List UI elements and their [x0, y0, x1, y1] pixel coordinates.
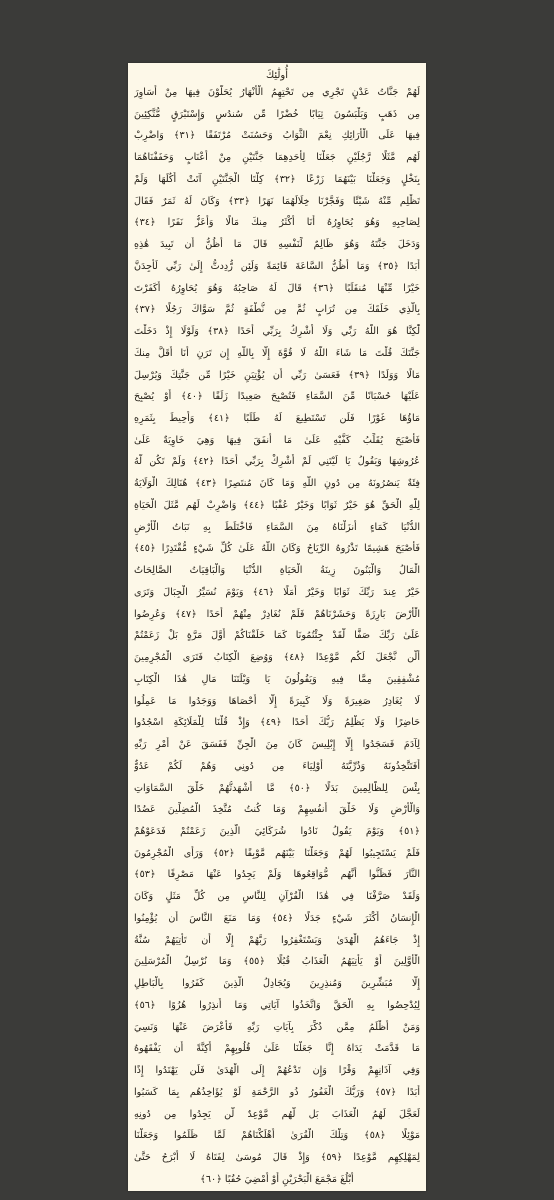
verse-line: مُشْفِقِينَ مِمَّا فِيهِ وَيَقُولُونَ يَا وَيْلَتَنَا مَالِ هَٰذَا الْكِتَابِ: [134, 673, 420, 685]
verse-line: وَلَقَدْ صَرَّفْنَا فِي هَٰذَا الْقُرْآنِ لِلنَّاسِ مِن كُلِّ مَثَلٍ وَكَانَ: [134, 891, 420, 903]
verse-line: لَا يُغَادِرُ صَغِيرَةً وَلَا كَبِيرَةً إِلَّا أَحْصَاهَا وَوَجَدُوا مَا عَمِلُوا: [134, 695, 420, 707]
verse-line: مَالًا وَوَلَدًا ﴿٣٩﴾ فَعَسَىٰ رَبِّي أَن يُؤْتِيَنِ خَيْرًا مِّن جَنَّتِكَ وَيُرْسِلَ: [134, 369, 420, 381]
verse-line: إِلَّا مُبَشِّرِينَ وَمُنذِرِينَ وَيُجَادِلُ الَّذِينَ كَفَرُوا بِالْبَاطِلِ: [134, 978, 420, 990]
verse-line: عُرُوشِهَا وَيَقُولُ يَا لَيْتَنِي لَمْ أُشْرِكْ بِرَبِّي أَحَدًا ﴿٤٢﴾ وَلَمْ تَكُن لَّهُ: [134, 456, 420, 468]
verse-line: لِيُدْحِضُوا بِهِ الْحَقَّ وَاتَّخَذُوا آيَاتِي وَمَا أُنذِرُوا هُزُوًا ﴿٥٦﴾: [134, 999, 420, 1011]
verse-line: وَدَخَلَ جَنَّتَهُ وَهُوَ ظَالِمٌ لِّنَفْسِهِ قَالَ مَا أَظُنُّ أَن تَبِيدَ هَٰذِهِ: [134, 239, 420, 251]
verse-line: بِالَّذِي خَلَقَكَ مِن تُرَابٍ ثُمَّ مِن نُّطْفَةٍ ثُمَّ سَوَّاكَ رَجُلًا ﴿٣٧﴾: [134, 304, 420, 316]
verse-line: لِمَهْلِكِهِم مَّوْعِدًا ﴿٥٩﴾ وَإِذْ قَالَ مُوسَىٰ لِفَتَاهُ لَا أَبْرَحُ حَتَّىٰ: [134, 1151, 420, 1163]
verse-line: وَمَنْ أَظْلَمُ مِمَّن ذُكِّرَ بِآيَاتِ رَبِّهِ فَأَعْرَضَ عَنْهَا وَنَسِيَ: [134, 1021, 420, 1033]
verse-line: لِلَّهِ الْحَقِّ هُوَ خَيْرٌ ثَوَابًا وَخَيْرٌ عُقْبًا ﴿٤٤﴾ وَاضْرِبْ لَهُم مَّثَلَ الْحَيَاةِ: [134, 499, 420, 511]
verse-line: لِصَاحِبِهِ وَهُوَ يُحَاوِرُهُ أَنَا أَكْثَرُ مِنكَ مَالًا وَأَعَزُّ نَفَرًا ﴿٣٤﴾: [134, 217, 420, 229]
verse-line: بِنَخْلٍ وَجَعَلْنَا بَيْنَهُمَا زَرْعًا ﴿٣٢﴾ كِلْتَا الْجَنَّتَيْنِ آتَتْ أُكُلَهَا وَلَمْ: [134, 173, 420, 185]
verse-line: تَظْلِم مِّنْهُ شَيْئًا وَفَجَّرْنَا خِلَالَهُمَا نَهَرًا ﴿٣٣﴾ وَكَانَ لَهُ ثَمَرٌ فَقَالَ: [134, 195, 420, 207]
verse-line: فِئَةٌ يَنصُرُونَهُ مِن دُونِ اللَّهِ وَمَا كَانَ مُنتَصِرًا ﴿٤٣﴾ هُنَالِكَ الْوَلَايَةُ: [134, 478, 420, 490]
verse-line: فَأَصْبَحَ هَشِيمًا تَذْرُوهُ الرِّيَاحُ وَكَانَ اللَّهُ عَلَىٰ كُلِّ شَيْءٍ مُّقْتَدِرًا ﴿٤٥﴾: [134, 543, 420, 555]
verse-line: فِيهَا عَلَى الْأَرَائِكِ نِعْمَ الثَّوَابُ وَحَسُنَتْ مُرْتَفَقًا ﴿٣١﴾ وَاضْرِبْ: [134, 130, 420, 142]
verse-line: الدُّنْيَا كَمَاءٍ أَنزَلْنَاهُ مِنَ السَّمَاءِ فَاخْتَلَطَ بِهِ نَبَاتُ الْأَرْضِ: [134, 521, 420, 533]
verse-line: مَا قَدَّمَتْ يَدَاهُ إِنَّا جَعَلْنَا عَلَىٰ قُلُوبِهِمْ أَكِنَّةً أَن يَفْقَهُوهُ: [134, 1043, 420, 1055]
verse-line: بِئْسَ لِلظَّالِمِينَ بَدَلًا ﴿٥٠﴾ مَّا أَشْهَدتُّهُمْ خَلْقَ السَّمَاوَاتِ: [134, 782, 420, 794]
verse-line: مَوْئِلًا ﴿٥٨﴾ وَتِلْكَ الْقُرَىٰ أَهْلَكْنَاهُمْ لَمَّا ظَلَمُوا وَجَعَلْنَا: [134, 1130, 420, 1142]
verse-line: أَلَّن نَّجْعَلَ لَكُم مَّوْعِدًا ﴿٤٨﴾ وَوُضِعَ الْكِتَابُ فَتَرَى الْمُجْرِمِينَ: [134, 652, 420, 664]
verse-line: وَفِي آذَانِهِمْ وَقْرًا وَإِن تَدْعُهُمْ إِلَى الْهُدَىٰ فَلَن يَهْتَدُوا إِذًا: [134, 1065, 420, 1077]
verse-lines: [134, 85, 420, 1187]
verse-line: وَالْأَرْضِ وَلَا خَلْقَ أَنفُسِهِمْ وَمَا كُنتُ مُتَّخِذَ الْمُضِلِّينَ عَضُدًا: [134, 804, 420, 816]
verse-line: مَاؤُهَا غَوْرًا فَلَن تَسْتَطِيعَ لَهُ طَلَبًا ﴿٤١﴾ وَأُحِيطَ بِثَمَرِهِ: [134, 413, 420, 425]
verse-line: الْإِنسَانُ أَكْثَرَ شَيْءٍ جَدَلًا ﴿٥٤﴾ وَمَا مَنَعَ النَّاسَ أَن يُؤْمِنُوا: [134, 912, 420, 924]
verse-line: الْمَالُ وَالْبَنُونَ زِينَةُ الْحَيَاةِ الدُّنْيَا وَالْبَاقِيَاتُ الصَّالِحَاتُ: [134, 565, 420, 577]
verse-line: أَبَدًا ﴿٣٥﴾ وَمَا أَظُنُّ السَّاعَةَ قَائِمَةً وَلَئِن رُّدِدتُّ إِلَىٰ رَبِّي لَأَجِدَنَّ: [134, 260, 420, 272]
verse-line: مِن ذَهَبٍ وَيَلْبَسُونَ ثِيَابًا خُضْرًا مِّن سُندُسٍ وَإِسْتَبْرَقٍ مُّتَّكِئِينَ: [134, 108, 420, 120]
verse-line: لَهُم مَّثَلًا رَّجُلَيْنِ جَعَلْنَا لِأَحَدِهِمَا جَنَّتَيْنِ مِنْ أَعْنَابٍ وَحَفَفْنَاهُمَا: [134, 152, 420, 164]
verse-line: لَّٰكِنَّا هُوَ اللَّهُ رَبِّي وَلَا أُشْرِكُ بِرَبِّي أَحَدًا ﴿٣٨﴾ وَلَوْلَا إِذْ دَخَلْتَ: [134, 326, 420, 338]
verse-line: لَعَجَّلَ لَهُمُ الْعَذَابَ بَل لَّهُم مَّوْعِدٌ لَّن يَجِدُوا مِن دُونِهِ: [134, 1108, 420, 1120]
verse-line: الْأَرْضَ بَارِزَةً وَحَشَرْنَاهُمْ فَلَمْ نُغَادِرْ مِنْهُمْ أَحَدًا ﴿٤٧﴾ وَعُرِضُوا: [134, 608, 420, 620]
verse-line: لَهُمْ جَنَّاتُ عَدْنٍ تَجْرِي مِن تَحْتِهِمُ الْأَنْهَارُ يُحَلَّوْنَ فِيهَا مِنْ أَسَاوِرَ: [134, 87, 420, 98]
verse-line: جَنَّتَكَ قُلْتَ مَا شَاءَ اللَّهُ لَا قُوَّةَ إِلَّا بِاللَّهِ إِن تَرَنِ أَنَا أَقَلَّ مِنكَ: [134, 347, 420, 359]
verse-line: خَيْرٌ عِندَ رَبِّكَ ثَوَابًا وَخَيْرٌ أَمَلًا ﴿٤٦﴾ وَيَوْمَ نُسَيِّرُ الْجِبَالَ وَتَرَى: [134, 586, 420, 598]
verse-line: الْأَوَّلِينَ أَوْ يَأْتِيَهُمُ الْعَذَابُ قُبُلًا ﴿٥٥﴾ وَمَا نُرْسِلُ الْمُرْسَلِينَ: [134, 956, 420, 968]
verse-line: ﴿٥١﴾ وَيَوْمَ يَقُولُ نَادُوا شُرَكَائِيَ الَّذِينَ زَعَمْتُمْ فَدَعَوْهُمْ: [134, 825, 420, 837]
verse-line: النَّارَ فَظَنُّوا أَنَّهُم مُّوَاقِعُوهَا وَلَمْ يَجِدُوا عَنْهَا مَصْرِفًا ﴿٥٣﴾: [134, 869, 420, 881]
verse-line: فَلَمْ يَسْتَجِيبُوا لَهُمْ وَجَعَلْنَا بَيْنَهُم مَّوْبِقًا ﴿٥٢﴾ وَرَأَى الْمُجْرِمُونَ: [134, 847, 420, 859]
verse-line: أَفَتَتَّخِذُونَهُ وَذُرِّيَّتَهُ أَوْلِيَاءَ مِن دُونِي وَهُمْ لَكُمْ عَدُوٌّ: [134, 760, 420, 772]
mushaf-page: [128, 63, 426, 1191]
verse-line: عَلَيْهَا حُسْبَانًا مِّنَ السَّمَاءِ فَتُصْبِحَ صَعِيدًا زَلَقًا ﴿٤٠﴾ أَوْ يُصْبِحَ: [134, 391, 420, 403]
verse-line: أَبَدًا ﴿٥٧﴾ وَرَبُّكَ الْغَفُورُ ذُو الرَّحْمَةِ لَوْ يُؤَاخِذُهُم بِمَا كَسَبُوا: [134, 1086, 420, 1098]
verse-line: أَبْلُغَ مَجْمَعَ الْبَحْرَيْنِ أَوْ أَمْضِيَ حُقُبًا ﴿٦٠﴾: [200, 1173, 354, 1185]
verse-line: حَاضِرًا وَلَا يَظْلِمُ رَبُّكَ أَحَدًا ﴿٤٩﴾ وَإِذْ قُلْنَا لِلْمَلَائِكَةِ اسْجُدُوا: [134, 717, 420, 729]
verse-line: عَلَىٰ رَبِّكَ صَفًّا لَّقَدْ جِئْتُمُونَا كَمَا خَلَقْنَاكُمْ أَوَّلَ مَرَّةٍ بَلْ زَعَمْتُمْ: [134, 630, 420, 642]
verse-line: فَأَصْبَحَ يُقَلِّبُ كَفَّيْهِ عَلَىٰ مَا أَنفَقَ فِيهَا وَهِيَ خَاوِيَةٌ عَلَىٰ: [134, 434, 420, 446]
verse-line: إِذْ جَاءَهُمُ الْهُدَىٰ وَيَسْتَغْفِرُوا رَبَّهُمْ إِلَّا أَن تَأْتِيَهُمْ سُنَّةُ: [134, 934, 420, 946]
verse-line: خَيْرًا مِّنْهَا مُنقَلَبًا ﴿٣٦﴾ قَالَ لَهُ صَاحِبُهُ وَهُوَ يُحَاوِرُهُ أَكَفَرْتَ: [134, 282, 420, 294]
verse-line: لِآدَمَ فَسَجَدُوا إِلَّا إِبْلِيسَ كَانَ مِنَ الْجِنِّ فَفَسَقَ عَنْ أَمْرِ رَبِّهِ: [134, 739, 420, 751]
page-catchword: أُولَٰئِكَ: [265, 70, 289, 81]
